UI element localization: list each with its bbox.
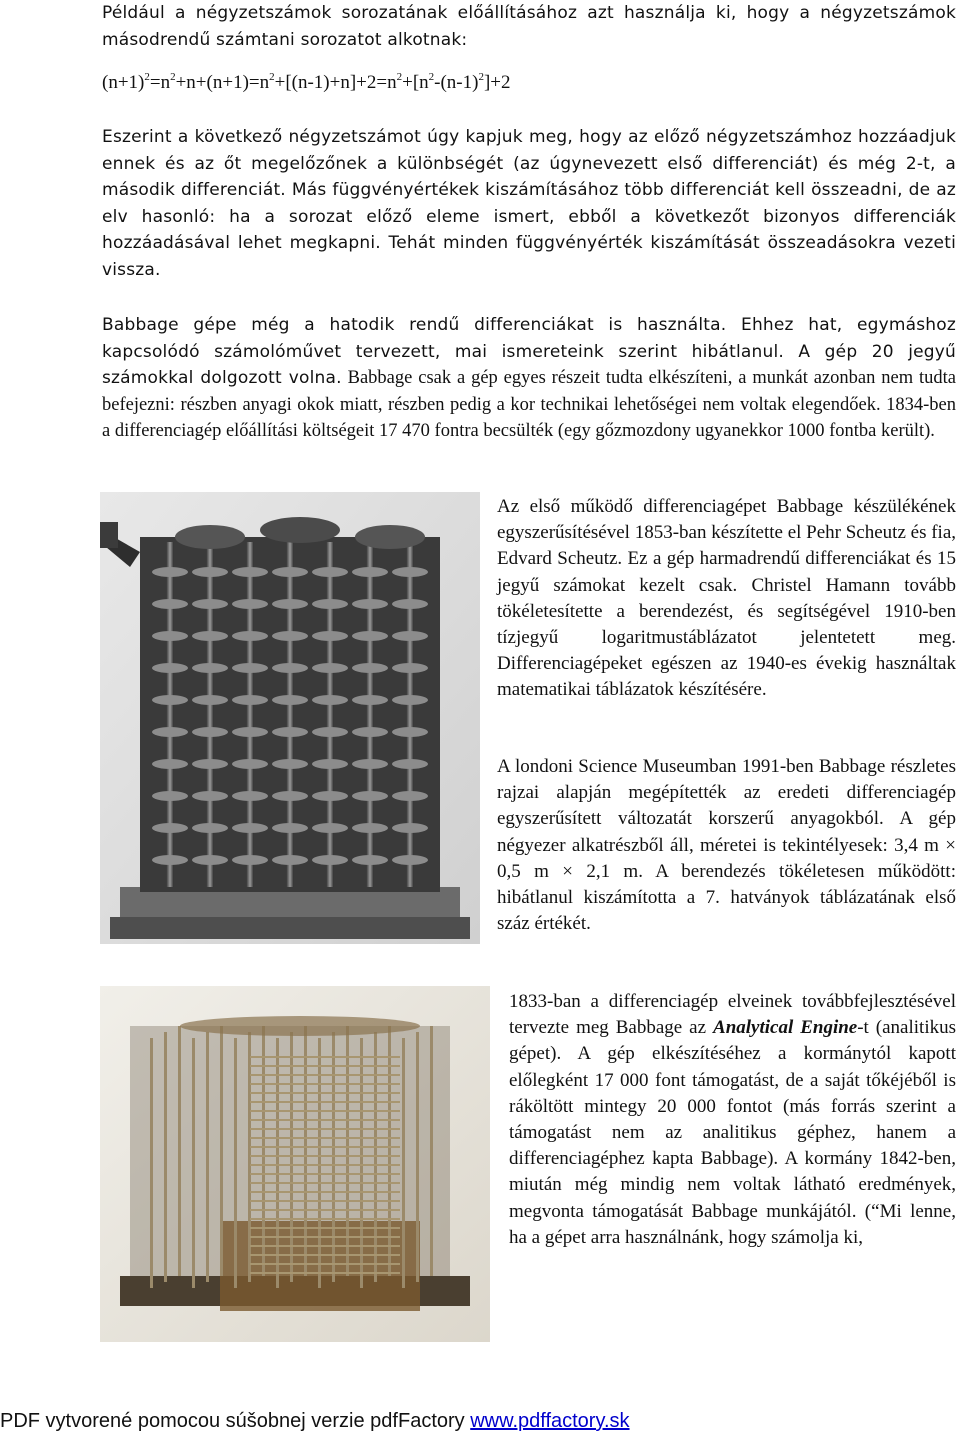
pdf-footer: [0, 1409, 960, 1435]
analytical-text-a: 1833-ban a differenciagép elveinek továbbfejlesztésével tervezte meg Babbage az: [509, 991, 956, 1039]
formula-exponent: 2: [269, 71, 275, 83]
analytical-engine-term: Analytical Engine: [713, 1017, 858, 1039]
formula-exponent: 2: [428, 71, 435, 83]
formula-part: -(n-1): [434, 72, 479, 93]
formula-part: +n+(n+1)=n: [175, 72, 270, 93]
analytical-engine-paragraph: [509, 989, 956, 1251]
formula-exponent: 2: [396, 71, 403, 83]
formula-exponent: 2: [144, 71, 150, 83]
babbage-paragraph-sans: Babbage gépe még a hatodik rendű differenciákat is használta. Ehhez hat, egymáshoz kapcsolódó számolóművet tervezett, mai ismereteink szerint hibátlanul. A gép 20 jegyű számokkal dolgozott volna.: [102, 315, 956, 388]
analytical-text-b: -t (analitikus gépet). A gép elkészítéséhez a kormánytól kapott előlegként 17 000 font támogatást, de a saját tőkéjéből is ráköltött mintegy 20 000 fontot (más forrás szerint a támogatást nem az analitikus géphez, hanem a differenciagéphez kapta Babbage). A kormány 1842-ben, miután még mindig nem voltak látható eredmények, megvonta támogatását Babbage munkájától. (“Mi lenne, ha a gépet arra használnánk, hogy számolja ki,: [509, 1017, 956, 1248]
formula-part: (n+1): [102, 72, 145, 93]
differences-paragraph: Eszerint a következő négyzetszámot úgy kapjuk meg, hogy az előző négyzetszámhoz hozzáadjuk ennek és az őt megelőzőnek a különbségét (az úgynevezett első differenciát) és még 2-t, a második differenciát. Más függvényértékek kiszámításához több differenciát kell összeadni, de az elv hasonló: ha a sorozat előző eleme ismert, ebből a következőt bizonyos differenciák hozzáadásával lehet megkapni. Tehát minden függvényérték kiszámítását összeadásokra vezeti vissza.: [102, 127, 956, 280]
science-museum-paragraph: A londoni Science Museumban 1991-ben Babbage részletes rajzai alapján megépítették az eredeti differenciagép egyszerűsített változatát korszerű anyagokból. A gép négyezer alkatrészből áll, méretei is tekintélyesek: 3,4 m × 0,5 m × 2,1 m. A berendezés tökéletesen működött: hibátlanul kiszámította a 7. hatványok táblázatának első száz értékét.: [497, 756, 956, 935]
intro-paragraph: Például a négyzetszámok sorozatának előállításához azt használja ki, hogy a négyzetszámok másodrendű számtani sorozatot alkotnak:: [102, 3, 956, 50]
difference-engine-photo: [100, 492, 480, 944]
squares-formula: [102, 72, 511, 94]
formula-part: +[n: [402, 72, 429, 93]
formula-part: ]+2: [483, 72, 511, 93]
analytical-engine-photo: [100, 986, 490, 1342]
formula-exponent: 2: [478, 71, 484, 83]
formula-part: +[(n-1)+n]+2=n: [274, 72, 397, 93]
babbage-paragraph: [102, 312, 956, 445]
footer-text: PDF vytvorené pomocou súšobnej verzie pdfFactory: [0, 1410, 471, 1432]
babbage-paragraph-serif: Babbage csak a gép egyes részeit tudta elkészíteni, a munkát azonban nem tudta befejezni: részben anyagi okok miatt, részben pedig a kor technikai lehetőségei nem voltak elegendőek. 1834-ben a differenciagép előállítási költségeit 17 470 fontra becsülték (egy gőzmozdony ugyanekkor 1000 fontba került).: [102, 368, 956, 441]
formula-part: =n: [149, 72, 171, 93]
formula-exponent: 2: [170, 71, 176, 83]
scheutz-paragraph: Az első működő differenciagépet Babbage készülékének egyszerűsítésével 1853-ban készítette el Pehr Scheutz és fia, Edvard Scheutz. Ez a gép harmadrendű differenciákat és 15 jegyű számokat kezelt csak. Christel Hamann tovább tökéletesítette a berendezést, és segítségével 1910-ben tízjegyű logaritmustáblázatot jelentetett meg. Differenciagépeket egészen az 1940-es évekig használtak matematikai táblázatok készítésére.: [497, 496, 956, 701]
footer-link[interactable]: www.pdffactory.sk: [470, 1410, 630, 1432]
